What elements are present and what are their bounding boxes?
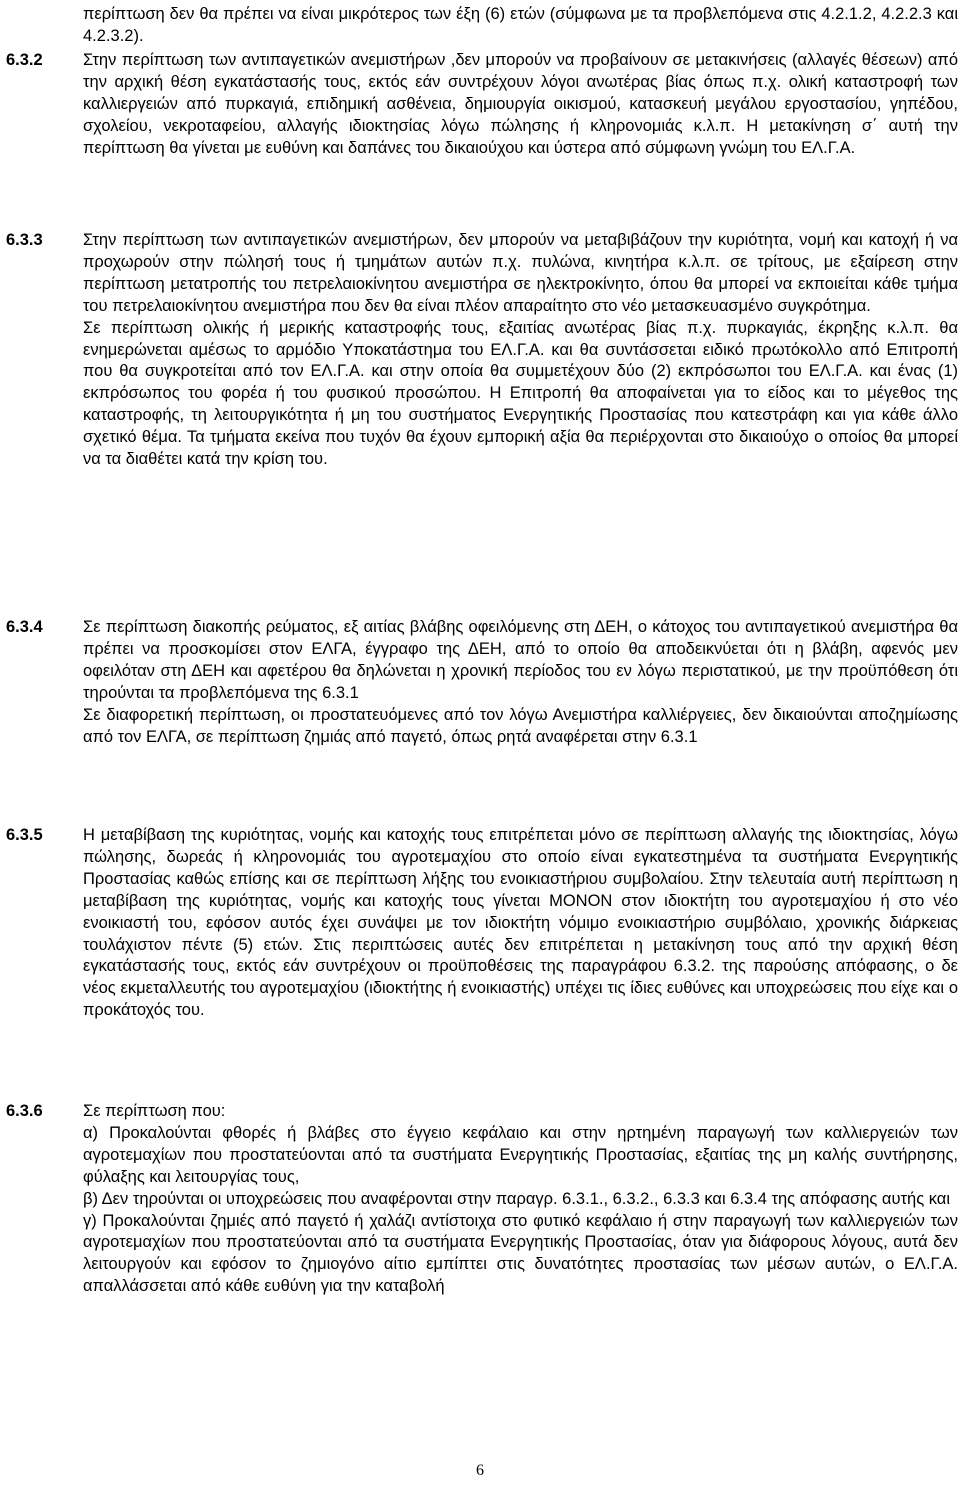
section-number: 6.3.3 [6, 231, 43, 249]
intro-paragraph [83, 4, 958, 48]
paragraph: Η μεταβίβαση της κυριότητας, νομής και κατοχής τους επιτρέπεται μόνο σε περίπτωση αλλαγής της ιδιοκτησίας, λόγω πώλησης, δωρεάς ή κληρονομιάς του αγροτεμαχίου στο οποίο είναι εγκατεστημένα τα συστήματα Ενεργητικής Προστασίας καθώς επίσης και σε περίπτωση λήξης του ενοικιαστήριου συμβολαίου. Στην τελευταία αυτή περίπτωση η μεταβίβαση της κυριότητας, νομής και κατοχής τους γίνεται ΜΟΝΟΝ στον ιδιοκτήτη του αγροτεμαχίου ή στο νέο ενοικιαστή του, εφόσον αυτός έχει συνάψει με τον ιδιοκτήτη νόμιμο ενοικιαστήριο συμβόλαιο, χρονικής διάρκειας τουλάχιστον πέντε (5) ετών. Στις περιπτώσεις αυτές δεν επιτρέπεται η μετακίνηση τους από την αρχική θέση εγκατάστασής τους, εκτός εάν συντρέχουν οι προϋποθέσεις της παραγράφου 6.3.2. της παρούσης απόφασης, ο δε νέος εκμεταλλευτής του αγροτεμαχίου (ιδιοκτήτης ή ενοικιαστής) υπέχει τις ίδιες ευθύνες και υποχρεώσεις που είχε και ο προκάτοχός του. [83, 826, 958, 1020]
section-number: 6.3.2 [6, 51, 43, 69]
paragraph: Σε περίπτωση διακοπής ρεύματος, εξ αιτίας βλάβης οφειλόμενης στη ΔΕΗ, ο κάτοχος του αντιπαγετικού ανεμιστήρα θα πρέπει να προσκομίσει στον ΕΛΓΑ, έγγραφο της ΔΕΗ, από το οποίο θα αποδεικνύεται ότι η βλάβη, αφενός μεν οφειλόταν στη ΔΕΗ και αφετέρου θα δηλώνεται η χρονική περίοδος του εν λόγω περιστατικού, με την προϋπόθεση ότι τηρούνται τα προβλεπόμενα της 6.3.1 [83, 618, 958, 702]
section-number: 6.3.5 [6, 826, 43, 844]
paragraph: Στην περίπτωση των αντιπαγετικών ανεμιστήρων, δεν μπορούν να μεταβιβάζουν την κυριότητα, νομή και κατοχή ή να προχωρούν στην πώλησή τους ή τμημάτων αυτών π.χ. πυλώνα, κινητήρα κ.λ.π. σε τρίτους, με εξαίρεση στην περίπτωση μετατροπής του πετρελαιοκίνητου ανεμιστήρα σε ηλεκτροκίνητο, όπου θα μπορεί να εκποιείται κάθε τμήμα του πετρελαιοκίνητου ανεμιστήρα που δεν θα είναι πλέον απαραίτητο στο νέο μετασκευασμένο συγκρότημα. [83, 231, 958, 315]
page-number: 6 [476, 1462, 484, 1479]
paragraph: Σε διαφορετική περίπτωση, οι προστατευόμενες από τον λόγω Ανεμιστήρα καλλιέργειες, δεν δικαιούνται αποζημίωσης από τον ΕΛΓΑ, σε περίπτωση ζημιάς από παγετό, όπως ρητά αναφέρεται στην 6.3.1 [83, 705, 958, 746]
section-body [83, 1101, 958, 1298]
list-item: β) Δεν τηρούνται οι υποχρεώσεις που αναφέρονται στην παραγρ. 6.3.1., 6.3.2., 6.3.3 και 6.3.4 της απόφασης αυτής και [83, 1189, 950, 1208]
list-item: γ) Προκαλούνται ζημιές από παγετό ή χαλάζι αντίστοιχα στο φυτικό κεφάλαιο ή στην παραγωγή των καλλιεργειών των αγροτεμαχίων που προστατεύονται από τα συστήματα Ενεργητικής Προστασίας, όταν για διάφορους λόγους, αυτά δεν λειτουργούν και εφόσον το ζημιογόνο αίτιο εμπίπτει στις δυνατότητες προστασίας των μέσων αυτών, ο ΕΛ.Γ.Α. απαλλάσσεται από κάθε ευθύνη για την καταβολή [83, 1211, 958, 1296]
paragraph: Σε περίπτωση που: [83, 1102, 226, 1120]
paragraph: Σε περίπτωση ολικής ή μερικής καταστροφής τους, εξαιτίας ανωτέρας βίας π.χ. πυρκαγιάς, έκρηξης κ.λ.π. θα ενημερώνεται αμέσως το αρμόδιο Υποκατάστημα του ΕΛ.Γ.Α. και θα συντάσσεται ειδικό πρωτόκολλο από Επιτροπή που θα συγκροτείται από τον ΕΛ.Γ.Α. και στην οποία θα συμμετέχουν δύο (2) εκπρόσωποι του ΕΛ.Γ.Α. και ένας (1) εκπρόσωπος του φορέα ή του φυσικού προσώπου. Η Επιτροπή θα αποφαίνεται για το είδος και το μέγεθος της καταστροφής, τη λειτουργικότητα ή μη του συστήματος Ενεργητικής Προστασίας που κατεστράφη και για κάθε άλλο σχετικό θέμα. Τα τμήματα εκείνα που τυχόν θα έχουν εμπορική αξία θα περιέρχονται στο δικαιούχο ο οποίος θα μπορεί να τα διαθέτει κατά την κρίση του. [83, 318, 958, 469]
paragraph: Στην περίπτωση των αντιπαγετικών ανεμιστήρων ,δεν μπορούν να προβαίνουν σε μετακινήσεις (αλλαγές θέσεων) από την αρχική θέση εγκατάστασής τους, εκτός εάν συντρέχουν λόγοι ανωτέρας βίας όπως π.χ. ολική καταστροφή των καλλιεργειών από πυρκαγιά, επιδημική ασθένεια, δημιουργία οικισμού, κατασκευή μεγάλου εργοστασίου, γηπέδου, σχολείου, νεκροταφείου, αλλαγής ιδιοκτησίας λόγω πώλησης ή κληρονομιάς κ.λ.π. Η μετακίνηση σ΄ αυτή την περίπτωση θα γίνεται με ευθύνη και δαπάνες του δικαιούχου και ύστερα από σύμφωνη γνώμη του ΕΛ.Γ.Α. [83, 51, 958, 157]
section-body [83, 617, 958, 748]
section-number: 6.3.6 [6, 1102, 43, 1120]
list-item: α) Προκαλούνται φθορές ή βλάβες στο έγγειο κεφάλαιο και στην ηρτημένη παραγωγή των καλλιεργειών των αγροτεμαχίων που προστατεύονται από τα συστήματα Ενεργητικής Προστασίας, εξαιτίας της μη καλής συντήρησης, φύλαξης και λειτουργίας τους, [83, 1123, 958, 1186]
section-body [83, 50, 958, 160]
section-body [83, 825, 958, 1022]
section-number: 6.3.4 [6, 618, 43, 636]
section-body [83, 230, 958, 471]
paragraph: περίπτωση δεν θα πρέπει να είναι μικρότερος των έξη (6) ετών (σύμφωνα με τα προβλεπόμενα στις 4.2.1.2, 4.2.2.3 και 4.2.3.2). [83, 5, 958, 45]
